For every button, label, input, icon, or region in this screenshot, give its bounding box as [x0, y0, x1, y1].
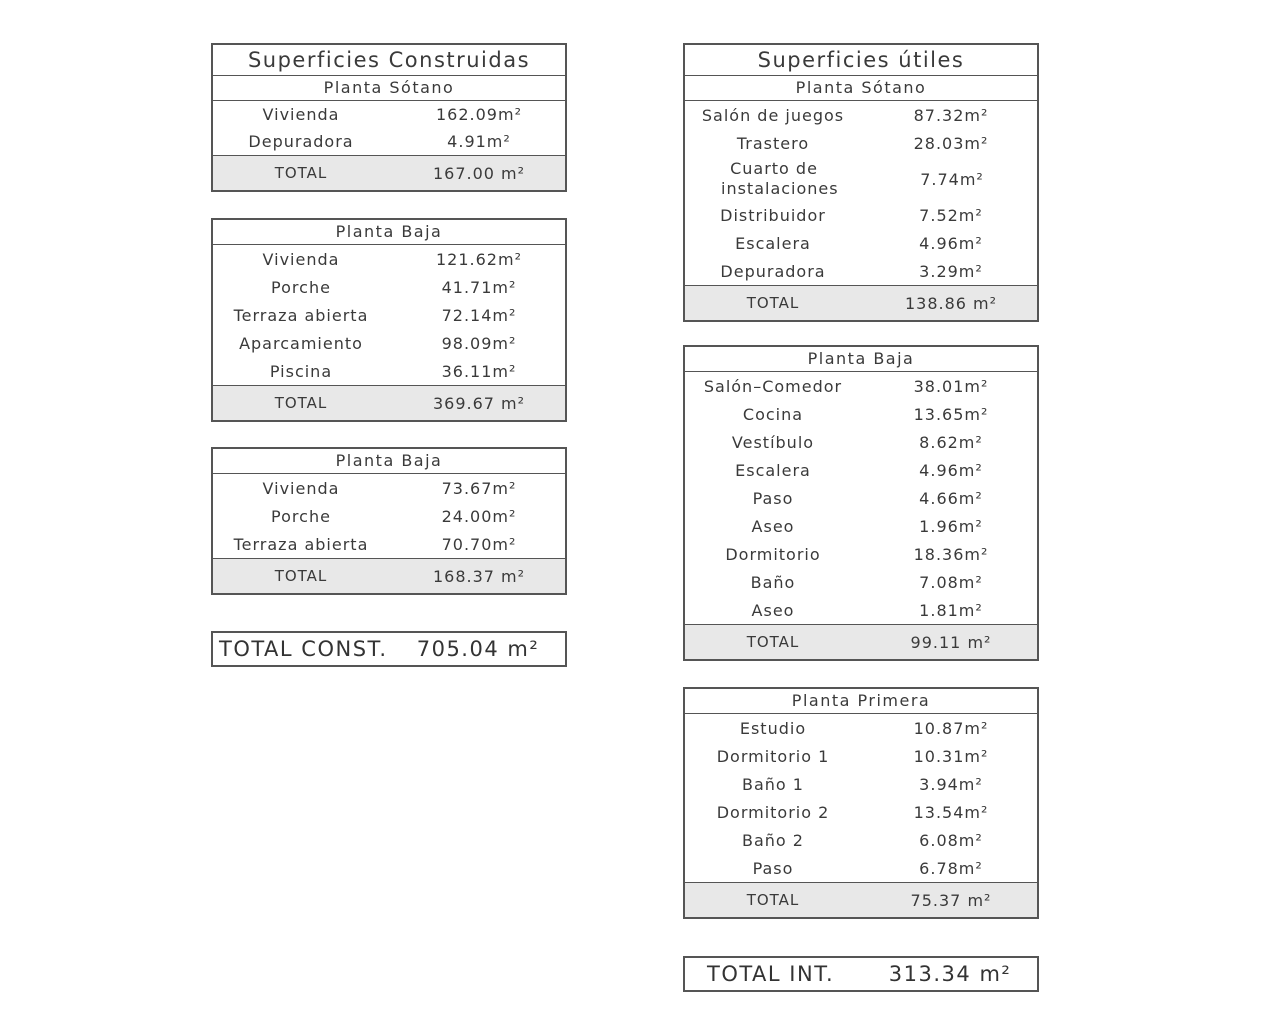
table-row	[685, 372, 1037, 400]
row-label: Paso	[752, 858, 794, 878]
table-row	[685, 129, 1037, 157]
row-label: Vestíbulo	[731, 432, 815, 452]
row-label: Porche	[271, 277, 331, 297]
row-label: Distribuidor	[720, 205, 826, 225]
table-row	[213, 301, 565, 329]
row-value: 41.71m²	[441, 277, 517, 297]
row-label: Depuradora	[248, 132, 354, 151]
total-label: TOTAL	[746, 891, 800, 909]
row-label: Piscina	[269, 361, 333, 381]
row-value: 4.96m²	[919, 460, 983, 480]
table-row	[685, 714, 1037, 742]
table-row	[685, 456, 1037, 484]
row-value: 1.81m²	[919, 600, 983, 620]
row-value: 98.09m²	[441, 333, 517, 353]
row-value: 121.62m²	[436, 249, 522, 269]
total-row	[685, 882, 1037, 917]
total-int-value: 313.34 m²	[888, 962, 1012, 986]
table-row	[213, 502, 565, 530]
table-row	[685, 157, 1037, 201]
row-value: 87.32m²	[913, 105, 989, 125]
table-row	[685, 201, 1037, 229]
table-row	[685, 854, 1037, 882]
total-value: 138.86 m²	[904, 293, 998, 313]
construidas-baja-subtitle: Planta Baja	[213, 220, 565, 245]
row-label: Depuradora	[720, 261, 826, 281]
row-label: Trastero	[736, 133, 810, 153]
total-row	[213, 558, 565, 593]
row-value: 6.78m²	[919, 858, 983, 878]
row-label: Aparcamiento	[239, 333, 363, 353]
row-label: Terraza abierta	[233, 534, 369, 554]
utiles-primera-table	[683, 687, 1039, 919]
total-row	[213, 155, 565, 190]
table-row	[685, 101, 1037, 129]
row-value: 73.67m²	[441, 478, 517, 498]
utiles-baja-table	[683, 345, 1039, 661]
row-value: 6.08m²	[919, 830, 983, 850]
table-row	[213, 273, 565, 301]
total-const-value: 705.04 m²	[416, 637, 540, 661]
row-value: 4.96m²	[919, 233, 983, 253]
row-value: 10.31m²	[913, 746, 989, 766]
row-value: 36.11m²	[441, 361, 517, 381]
table-row	[685, 512, 1037, 540]
total-value: 167.00 m²	[432, 163, 526, 183]
row-value: 24.00m²	[441, 506, 517, 526]
utiles-baja-subtitle: Planta Baja	[685, 347, 1037, 372]
construidas-baja-table-2	[211, 447, 567, 595]
table-row	[685, 826, 1037, 854]
row-value: 8.62m²	[919, 432, 983, 452]
table-row	[685, 229, 1037, 257]
total-label: TOTAL	[274, 567, 328, 585]
row-value: 13.54m²	[913, 802, 989, 822]
row-value: 3.29m²	[919, 261, 983, 281]
total-row	[685, 624, 1037, 659]
table-row	[685, 568, 1037, 596]
row-label: Aseo	[751, 600, 795, 620]
row-value: 162.09m²	[436, 105, 522, 124]
row-value: 28.03m²	[913, 133, 989, 153]
row-value: 7.52m²	[919, 205, 983, 225]
row-label: Cocina	[742, 404, 804, 424]
total-row	[685, 285, 1037, 320]
total-label: TOTAL	[746, 633, 800, 651]
row-label: Aseo	[751, 516, 795, 536]
construidas-baja2-subtitle: Planta Baja	[213, 449, 565, 474]
table-row	[685, 484, 1037, 512]
construidas-title: Superficies Construidas	[213, 45, 565, 76]
row-value: 38.01m²	[913, 376, 989, 396]
row-value: 7.74m²	[920, 169, 984, 189]
total-int-label: TOTAL INT.	[707, 962, 835, 986]
utiles-sotano-subtitle: Planta Sótano	[685, 76, 1037, 101]
row-label: Dormitorio 2	[716, 802, 830, 822]
row-label: Paso	[752, 488, 794, 508]
table-row	[685, 742, 1037, 770]
table-row	[213, 128, 565, 155]
row-label: Vivienda	[262, 249, 340, 269]
row-value: 13.65m²	[913, 404, 989, 424]
row-value: 4.66m²	[919, 488, 983, 508]
row-label: Escalera	[735, 460, 811, 480]
row-label: Vivienda	[262, 105, 340, 124]
row-value: 70.70m²	[441, 534, 517, 554]
table-row	[213, 357, 565, 385]
table-row	[685, 770, 1037, 798]
row-value: 4.91m²	[447, 132, 511, 151]
row-label: Estudio	[739, 718, 807, 738]
total-row	[213, 385, 565, 420]
total-const-label: TOTAL CONST.	[219, 637, 388, 661]
total-label: TOTAL	[274, 394, 328, 412]
row-label: Escalera	[735, 233, 811, 253]
table-row	[685, 596, 1037, 624]
row-value: 1.96m²	[919, 516, 983, 536]
total-int-box	[683, 956, 1039, 992]
total-value: 369.67 m²	[432, 393, 526, 413]
table-row	[213, 329, 565, 357]
table-row	[213, 245, 565, 273]
construidas-sotano-table	[211, 43, 567, 192]
row-label: Cuarto de instalaciones	[721, 159, 839, 198]
total-value: 99.11 m²	[910, 632, 992, 652]
row-label: Baño 1	[742, 774, 804, 794]
table-row	[213, 474, 565, 502]
total-value: 75.37 m²	[910, 890, 992, 910]
row-label: Baño 2	[742, 830, 804, 850]
table-row	[685, 428, 1037, 456]
table-row	[213, 101, 565, 128]
table-row	[685, 540, 1037, 568]
total-label: TOTAL	[274, 164, 328, 182]
row-label: Terraza abierta	[233, 305, 369, 325]
row-label: Vivienda	[262, 478, 340, 498]
total-label: TOTAL	[746, 294, 800, 312]
row-label: Salón de juegos	[701, 105, 845, 125]
total-const-box	[211, 631, 567, 667]
row-value: 7.08m²	[919, 572, 983, 592]
table-row	[685, 798, 1037, 826]
utiles-sotano-table	[683, 43, 1039, 322]
row-label: Salón–Comedor	[703, 376, 843, 396]
row-label: Porche	[271, 506, 331, 526]
row-value: 3.94m²	[919, 774, 983, 794]
row-value: 72.14m²	[441, 305, 517, 325]
total-value: 168.37 m²	[432, 566, 526, 586]
construidas-sotano-subtitle: Planta Sótano	[213, 76, 565, 101]
row-value: 18.36m²	[913, 544, 989, 564]
utiles-primera-subtitle: Planta Primera	[685, 689, 1037, 714]
row-label: Dormitorio 1	[716, 746, 830, 766]
row-label: Dormitorio	[725, 544, 821, 564]
row-label: Baño	[750, 572, 796, 592]
row-value: 10.87m²	[913, 718, 989, 738]
table-row	[213, 530, 565, 558]
table-row	[685, 257, 1037, 285]
construidas-baja-table	[211, 218, 567, 422]
utiles-title: Superficies útiles	[685, 45, 1037, 76]
table-row	[685, 400, 1037, 428]
